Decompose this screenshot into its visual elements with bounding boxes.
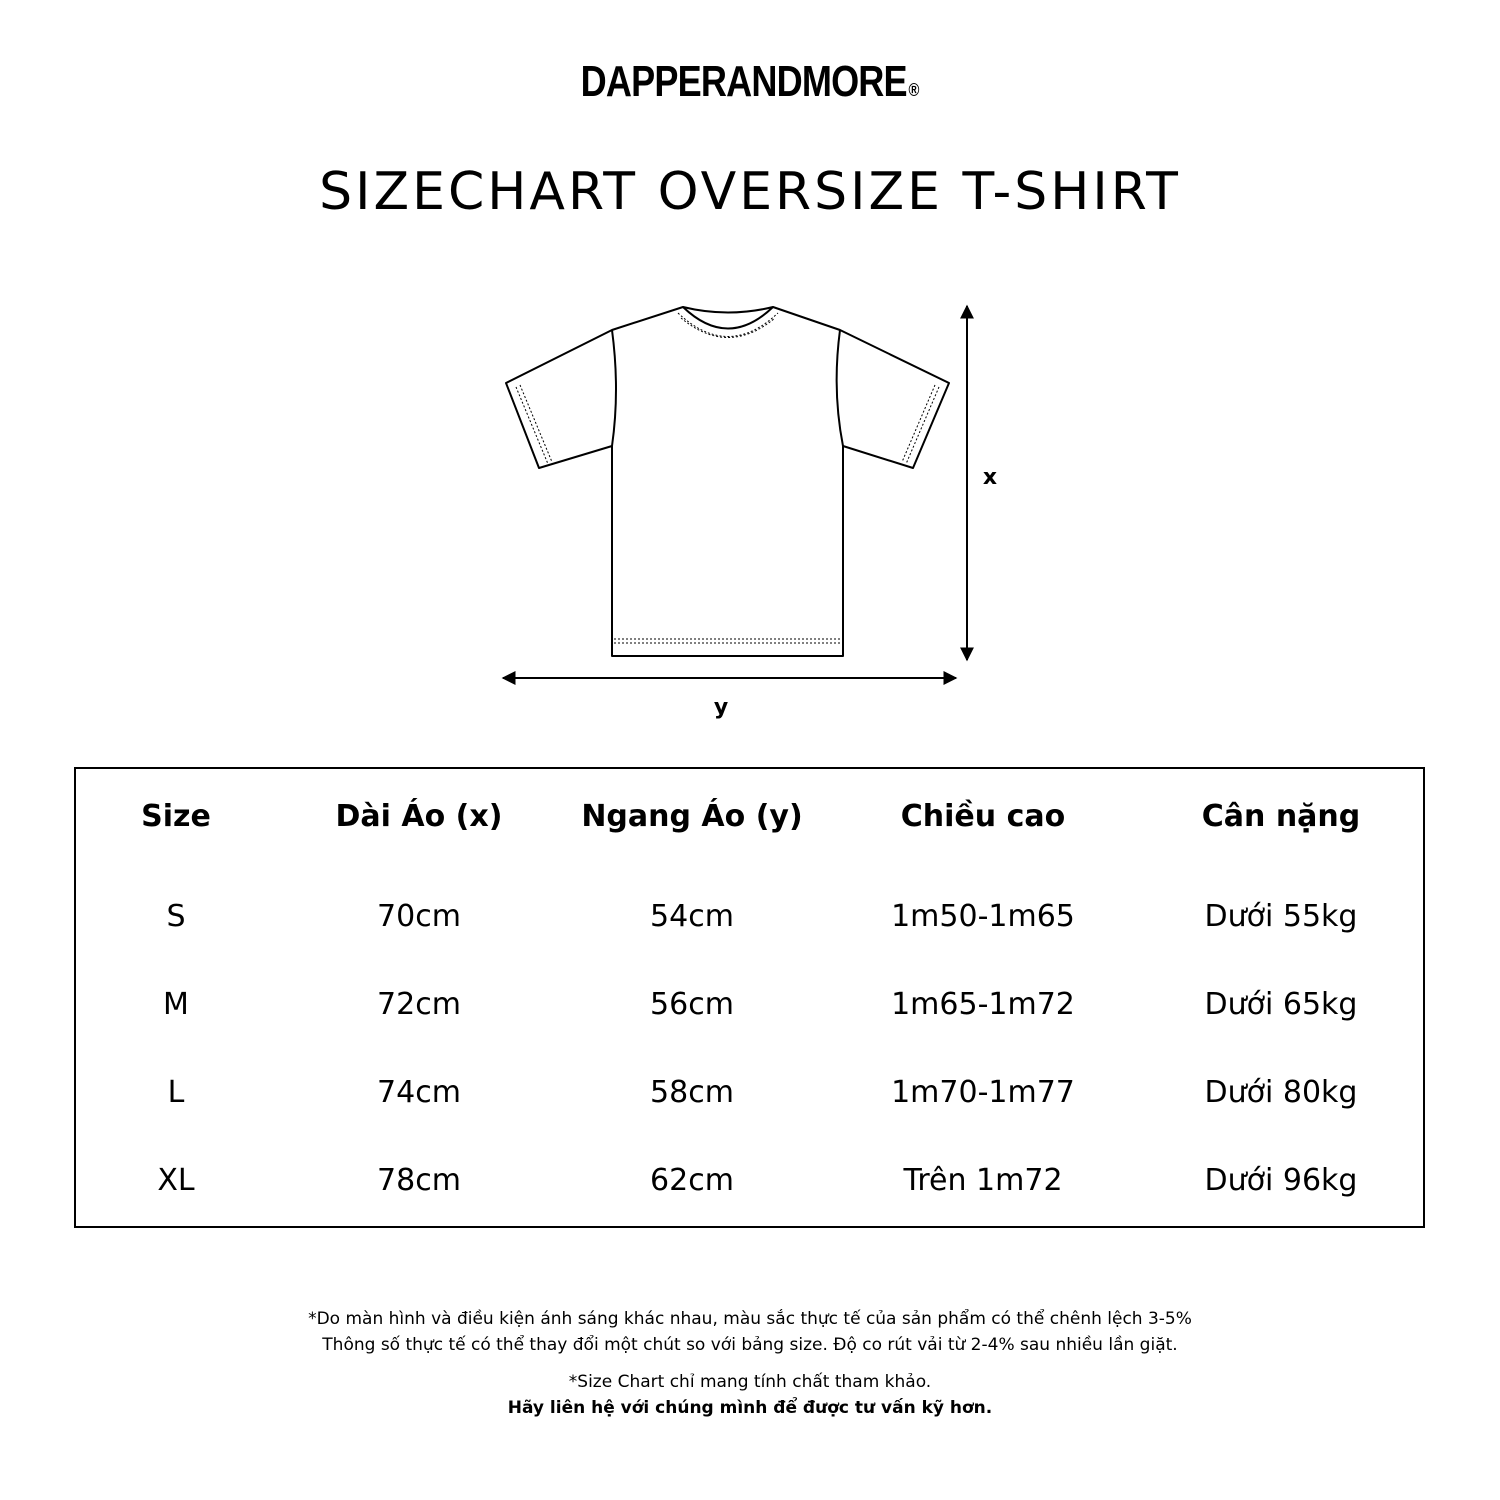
cell-size: L <box>167 1075 185 1110</box>
table-row <box>76 1156 1423 1206</box>
cell-size: S <box>166 899 186 934</box>
cell-length: 70cm <box>377 899 461 934</box>
header-width: Ngang Áo (y) <box>581 799 803 834</box>
cell-length: 74cm <box>377 1075 461 1110</box>
note-reference-only: *Size Chart chỉ mang tính chất tham khảo. <box>568 1372 932 1392</box>
cell-weight: Dưới 55kg <box>1204 899 1358 934</box>
cell-height: Trên 1m72 <box>903 1163 1063 1198</box>
note-color-disclaimer: *Do màn hình và điều kiện ánh sáng khác nhau, màu sắc thực tế của sản phẩm có thể chênh lệch 3-5% <box>308 1309 1192 1329</box>
note-contact: Hãy liên hệ với chúng mình để được tư vấn kỹ hơn. <box>507 1398 993 1418</box>
table-row <box>76 980 1423 1030</box>
tshirt-outline <box>506 307 949 656</box>
tshirt-diagram <box>0 290 1500 740</box>
registered-mark: ® <box>908 80 920 100</box>
cell-height: 1m65-1m72 <box>891 987 1075 1022</box>
table-row <box>76 1068 1423 1118</box>
cell-length: 78cm <box>377 1163 461 1198</box>
header-weight: Cân nặng <box>1201 799 1361 834</box>
brand-logo <box>135 56 1365 116</box>
cell-width: 56cm <box>650 987 734 1022</box>
cell-weight: Dưới 96kg <box>1204 1163 1358 1198</box>
cell-width: 62cm <box>650 1163 734 1198</box>
cell-weight: Dưới 65kg <box>1204 987 1358 1022</box>
page-title: SIZECHART OVERSIZE T-SHIRT <box>319 162 1181 222</box>
width-label: y <box>713 695 729 720</box>
cell-height: 1m50-1m65 <box>891 899 1075 934</box>
cell-size: M <box>163 987 189 1022</box>
table-header-row <box>76 792 1423 842</box>
note-shrinkage: Thông số thực tế có thể thay đổi một chút so với bảng size. Độ co rút vải từ 2-4% sau nhiều lần giặt. <box>322 1335 1178 1355</box>
size-table <box>74 767 1425 1228</box>
brand-name: DAPPERANDMORE <box>580 57 907 106</box>
header-size: Size <box>141 799 211 834</box>
header-length: Dài Áo (x) <box>335 799 503 834</box>
cell-width: 58cm <box>650 1075 734 1110</box>
cell-size: XL <box>157 1163 195 1198</box>
cell-width: 54cm <box>650 899 734 934</box>
table-row <box>76 892 1423 942</box>
cell-weight: Dưới 80kg <box>1204 1075 1358 1110</box>
header-height: Chiều cao <box>900 799 1066 834</box>
cell-length: 72cm <box>377 987 461 1022</box>
cell-height: 1m70-1m77 <box>891 1075 1075 1110</box>
length-label: x <box>982 465 998 490</box>
